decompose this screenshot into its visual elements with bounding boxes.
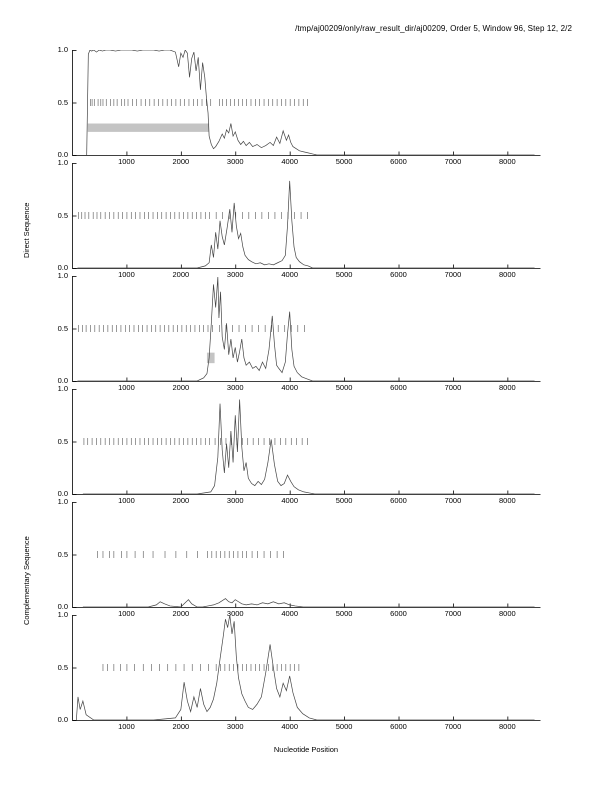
y-tick-label: 1.0 xyxy=(57,158,68,167)
x-tick-label: 1000 xyxy=(118,157,135,166)
x-tick-label: 7000 xyxy=(444,157,462,166)
y-tick-label: 0.0 xyxy=(57,150,68,159)
plot-area-2 xyxy=(72,163,541,269)
x-tick-label: 3000 xyxy=(226,270,244,279)
region-highlight-bar xyxy=(88,124,209,132)
x-tick-label: 6000 xyxy=(390,496,407,505)
x-tick-label: 5000 xyxy=(335,157,353,166)
y-tick-label: 1.0 xyxy=(57,271,68,280)
data-series-line xyxy=(77,181,534,268)
y-tick-label: 0.5 xyxy=(57,323,68,333)
y-tick-label: 0.5 xyxy=(57,662,68,672)
x-tick-label: 7000 xyxy=(444,496,462,505)
plot-area-1 xyxy=(72,50,541,156)
x-tick-label: 4000 xyxy=(281,270,299,279)
x-tick-label: 2000 xyxy=(172,157,190,166)
plot-area-6 xyxy=(72,615,541,721)
x-tick-label: 1000 xyxy=(118,270,135,279)
x-tick-label: 2000 xyxy=(172,722,190,731)
x-tick-label: 4000 xyxy=(281,609,299,618)
region-highlight-bar xyxy=(207,353,215,364)
x-tick-label: 8000 xyxy=(499,383,516,392)
x-tick-label: 2000 xyxy=(172,496,190,505)
x-tick-label: 8000 xyxy=(499,157,516,166)
axis-spines xyxy=(73,163,541,269)
x-tick-label: 3000 xyxy=(226,609,244,618)
y-tick-label: 0.5 xyxy=(57,97,68,107)
x-tick-label: 2000 xyxy=(172,609,190,618)
x-tick-label: 7000 xyxy=(444,722,462,731)
y-tick-label: 0.0 xyxy=(57,602,68,611)
chart-panel-5 xyxy=(57,497,540,618)
x-axis-label: Nucleotide Position xyxy=(273,745,339,754)
x-tick-label: 6000 xyxy=(390,383,407,392)
x-tick-label: 8000 xyxy=(499,270,516,279)
x-tick-label: 6000 xyxy=(390,609,407,618)
x-tick-label: 8000 xyxy=(499,722,516,731)
x-tick-label: 5000 xyxy=(335,383,353,392)
x-tick-label: 8000 xyxy=(499,496,516,505)
axis-spines xyxy=(73,389,541,495)
chart-panel-4 xyxy=(57,384,540,505)
y-tick-label: 1.0 xyxy=(57,45,68,54)
x-tick-label: 1000 xyxy=(118,722,135,731)
y-tick-label: 1.0 xyxy=(57,497,68,506)
chart-panel-1 xyxy=(57,45,540,166)
x-tick-label: 3000 xyxy=(226,722,244,731)
x-tick-label: 5000 xyxy=(335,609,353,618)
y-axis-label-complementary: Complementary Sequence xyxy=(22,536,31,625)
y-tick-label: 0.5 xyxy=(57,436,68,446)
y-axis-label-direct: Direct Sequence xyxy=(22,202,31,258)
y-tick-label: 0.0 xyxy=(57,376,68,385)
x-tick-label: 8000 xyxy=(499,609,516,618)
x-tick-label: 3000 xyxy=(226,383,244,392)
x-tick-label: 7000 xyxy=(444,609,462,618)
y-tick-label: 0.5 xyxy=(57,210,68,220)
x-tick-label: 2000 xyxy=(172,383,190,392)
chart-panel-6 xyxy=(57,610,540,731)
x-tick-label: 4000 xyxy=(281,496,299,505)
axis-spines xyxy=(73,50,541,156)
x-tick-label: 2000 xyxy=(172,270,190,279)
x-tick-label: 6000 xyxy=(390,270,407,279)
x-tick-label: 6000 xyxy=(390,157,407,166)
x-tick-label: 1000 xyxy=(118,609,135,618)
x-tick-label: 6000 xyxy=(390,722,407,731)
y-tick-label: 1.0 xyxy=(57,384,68,393)
x-tick-label: 7000 xyxy=(444,383,462,392)
x-tick-label: 3000 xyxy=(226,496,244,505)
x-tick-label: 1000 xyxy=(118,496,135,505)
y-tick-label: 1.0 xyxy=(57,610,68,619)
x-tick-label: 5000 xyxy=(335,270,353,279)
x-tick-label: 5000 xyxy=(335,722,353,731)
x-tick-label: 4000 xyxy=(281,157,299,166)
plot-area-5 xyxy=(72,502,541,608)
chart-panel-3 xyxy=(57,271,540,392)
y-tick-label: 0.0 xyxy=(57,715,68,724)
plot-area-3 xyxy=(72,276,541,382)
chart-panel-2 xyxy=(57,158,540,279)
y-tick-label: 0.5 xyxy=(57,549,68,559)
axis-spines xyxy=(73,502,541,608)
figure-title: /tmp/aj00209/only/raw_result_dir/aj00209, Order 5, Window 96, Step 12, 2/2 xyxy=(295,24,572,33)
axis-spines xyxy=(73,615,541,721)
data-series-line xyxy=(83,400,535,495)
y-tick-label: 0.0 xyxy=(57,489,68,498)
data-series-line xyxy=(83,599,535,607)
x-tick-label: 4000 xyxy=(281,722,299,731)
data-series-line xyxy=(76,615,534,720)
data-series-line xyxy=(77,277,534,381)
x-tick-label: 3000 xyxy=(226,157,244,166)
plot-area-4 xyxy=(72,389,541,495)
x-tick-label: 1000 xyxy=(118,383,135,392)
x-tick-label: 7000 xyxy=(444,270,462,279)
x-tick-label: 4000 xyxy=(281,383,299,392)
y-tick-label: 0.0 xyxy=(57,263,68,272)
x-tick-label: 5000 xyxy=(335,496,353,505)
